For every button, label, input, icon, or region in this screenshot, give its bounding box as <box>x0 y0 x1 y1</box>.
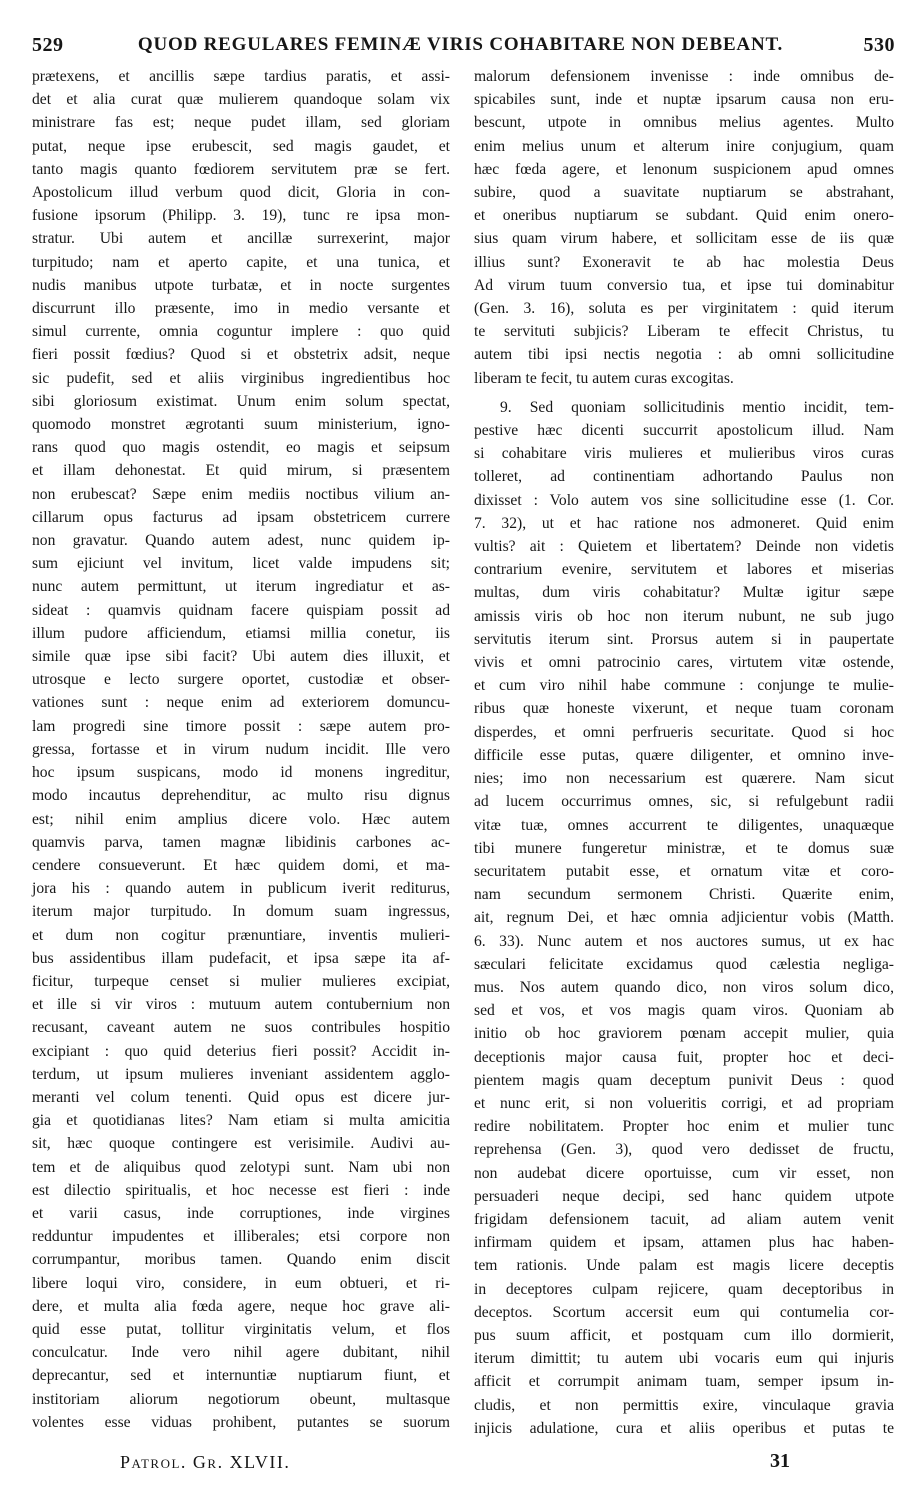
text-line: hoc ipsum suspicans, modo id monens ingreditur, <box>32 764 450 782</box>
text-line: tanto magis quanto fœdiorem servitutem præ se fert. <box>32 160 450 178</box>
left-text-column <box>32 65 450 1434</box>
text-line: pestive hæc dicenti succurrit apostolicum illud. Nam <box>474 422 894 440</box>
text-line: vationes sunt : neque enim ad exteriorem domuncu- <box>32 694 450 712</box>
text-line: ribus quæ honeste vixerunt, et neque tuam coronam <box>474 700 894 718</box>
paragraph-9 <box>474 396 894 1440</box>
text-line: vivis et omni patrocinio cares, virtutem vitæ ostende, <box>474 654 894 672</box>
text-line: 7. 32), ut et hac ratione nos admoneret. Quid enim <box>474 514 894 532</box>
text-line: infirmam quidem et ipsam, attamen plus hac haben- <box>474 1234 894 1252</box>
text-line: persuaderi neque decipi, sed hanc quidem utpote <box>474 1187 894 1205</box>
text-line: sibi gloriosum existimat. Unum enim solum spectat, <box>32 392 450 410</box>
text-line: nam secundum sermonem Christi. Quærite enim, <box>474 886 894 904</box>
text-line: utrosque e lecto surgere oportet, custodiæ et obser- <box>32 671 450 689</box>
text-line: et dum non cogitur prænuntiare, inventis mulieri- <box>32 926 450 944</box>
text-line: tolleret, ad continentiam adhortando Paulus non <box>474 468 894 486</box>
text-line: sed et vos, et vos magis quam viros. Quoniam ab <box>474 1002 894 1020</box>
text-line: deprecantur, sed et internuntiæ nuptiarum fiunt, et <box>32 1367 450 1385</box>
volume-signature: Patrol. Gr. XLVII. <box>120 1452 291 1472</box>
text-line: subire, quod a suavitate nuptiarum se abstrahant, <box>474 184 894 202</box>
text-line: cludis, et non permittis exire, vinculaque gravia <box>474 1396 894 1414</box>
text-line: cillarum opus facturus ad ipsam obstetricem currere <box>32 508 450 526</box>
sheet-number: 31 <box>770 1450 790 1472</box>
text-line: institoriam aliorum negotiorum obeunt, multasque <box>32 1390 450 1408</box>
text-line: et nunc erit, si non volueritis corrigi, et ad propriam <box>474 1094 894 1112</box>
text-line: securitatem putabit esse, et ornatum vitæ et coro- <box>474 862 894 880</box>
text-line: 9. Sed quoniam sollicitudinis mentio incidit, tem- <box>500 398 894 416</box>
text-line: meranti vel colum tenenti. Quid opus est dicere jur- <box>32 1088 450 1106</box>
text-line: illum pudore afficiendum, etiamsi millia conetur, iis <box>32 624 450 642</box>
text-line: ministrare fas est; neque pudet illam, sed gloriam <box>32 114 450 132</box>
text-line: autem tibi ipsi nectis negotia : ab omni sollicitudine <box>474 346 894 364</box>
text-line: discurrunt illo præsente, imo in medio versante et <box>32 300 450 318</box>
text-line: (Gen. 3. 16), soluta es per virginitatem : quid iterum <box>474 300 894 318</box>
text-line: est dilectio spiritualis, et hoc necesse est fieri : inde <box>32 1181 450 1199</box>
text-line: et ille si vir viros : mutuum autem contubernium non <box>32 996 450 1014</box>
running-header <box>0 0 921 60</box>
text-line: si cohabitare viris mulieres et mulieribus viros curas <box>474 445 894 463</box>
text-line: quomodo monstret ægrotanti suum ministerium, igno- <box>32 416 450 434</box>
text-line: gressa, fortasse et in virum nudum incidit. Ille vero <box>32 740 450 758</box>
text-line: initio ob hoc graviorem pœnam accepit mulier, quia <box>474 1025 894 1043</box>
page-number-left: 529 <box>32 34 64 56</box>
text-line: fusione ipsorum (Philipp. 3. 19), tunc re ipsa mon- <box>32 207 450 225</box>
text-line: et illam dehonestat. Et quid mirum, si præsentem <box>32 462 450 480</box>
text-line: simile quæ ipse sibi facit? Ubi autem dies illuxit, et <box>32 648 450 666</box>
text-line: non erubescat? Sæpe enim mediis noctibus vilium an- <box>32 485 450 503</box>
text-line: cendere consueverunt. Et hæc quidem domi, et ma- <box>32 856 450 874</box>
text-line: et oneribus nuptiarum se subdant. Quid enim onero- <box>474 207 894 225</box>
text-line: nunc autem permittunt, ut iterum ingrediatur et as- <box>32 578 450 596</box>
text-line: et cum viro nihil habe commune : conjunge te mulie- <box>474 677 894 695</box>
right-text-column <box>474 65 894 1440</box>
text-line: redire nobilitatem. Propter hoc enim et mulier tunc <box>474 1118 894 1136</box>
text-line: Apostolicum illud verbum quod dicit, Gloria in con- <box>32 184 450 202</box>
text-line: volentes esse viduas prohibent, putantes se suorum <box>32 1413 450 1431</box>
text-line: quamvis parva, tamen magnæ libidinis carbones ac- <box>32 833 450 851</box>
text-line: malorum defensionem invenisse : inde omnibus de- <box>474 68 894 85</box>
text-line: modo incautus deprehenditur, ac multo risu dignus <box>32 787 450 805</box>
text-line: tem rationis. Unde palam est magis licere deceptis <box>474 1257 894 1275</box>
text-line: frigidam defensionem tacuit, ad aliam autem venit <box>474 1210 894 1228</box>
right-column-continuation <box>474 65 894 390</box>
text-line: iterum major turpitudo. In domum suam ingressus, <box>32 903 450 921</box>
text-line: vitæ tuæ, omnes accurrent te diligentes, unaquæque <box>474 816 894 834</box>
text-line: lam progredi sine timore possit : sæpe autem pro- <box>32 717 450 735</box>
text-line: afficit et corrumpit animam tuam, semper ipsum in- <box>474 1373 894 1391</box>
text-line: hæc fœda agere, et lenonum suspicionem apud omnes <box>474 160 894 178</box>
text-line: liberam te fecit, tu autem curas excogitas. <box>474 369 734 387</box>
text-line: deceptionis major causa fuit, propter hoc et deci- <box>474 1048 894 1066</box>
text-line: tibi munere fungeretur ministræ, et te domus suæ <box>474 839 894 857</box>
text-line: illius sunt? Exoneravit te ab hac molestia Deus <box>474 253 894 271</box>
text-line: amissis viris ob hoc non iterum nubunt, ne sub jugo <box>474 607 894 625</box>
text-line: sius quam virum habere, et sollicitam esse de iis quæ <box>474 230 894 248</box>
text-line: vultis? ait : Quietem et libertatem? Deinde non videtis <box>474 538 894 556</box>
text-line: tem et de aliquibus quod zelotypi sunt. Nam ubi non <box>32 1158 450 1176</box>
text-line: iterum dimittit; tu autem ubi vocaris eum qui injuris <box>474 1350 894 1368</box>
text-line: redduntur impudentes et illiberales; etsi corpore non <box>32 1228 450 1246</box>
text-line: recusant, caveant autem ne suos contribules hospitio <box>32 1019 450 1037</box>
text-line: difficile esse putas, quære diligenter, et omnino inve- <box>474 746 894 764</box>
text-line: contrarium evenire, servitutem et labores et miserias <box>474 561 894 579</box>
text-line: injicis adulatione, cura et aliis operibus et putas te <box>474 1419 894 1437</box>
text-line: gia et quotidianas lites? Nam etiam si multa amicitia <box>32 1112 450 1130</box>
text-line: nudis manibus utpote turbatæ, et in nocte surgentes <box>32 276 450 294</box>
text-line: conculcatur. Inde vero nihil agere dubitant, nihil <box>32 1344 450 1362</box>
text-line: libere loqui viro, considere, in eum obtueri, et ri- <box>32 1274 450 1292</box>
text-line: sæculari felicitate excidamus quod cælestia negliga- <box>474 955 894 973</box>
text-line: ficitur, turpeque censet si mulier mulieres excipiat, <box>32 972 450 990</box>
text-line: te servituti subjicis? Liberam te effecit Christus, tu <box>474 323 894 341</box>
text-line: ait, regnum Dei, et hæc omnia adjicientur vobis (Matth. <box>474 909 894 927</box>
text-line: dixisset : Volo autem vos sine sollicitudine esse (1. Cor. <box>474 491 894 509</box>
text-line: rans quod quo magis ostendit, eo magis et seipsum <box>32 439 450 457</box>
text-line: det et alia curat quæ mulierem quandoque solam vix <box>32 91 450 109</box>
text-line: ad lucem occurrimus omnes, sic, si refulgebunt radii <box>474 793 894 811</box>
text-line: spicabiles sunt, inde et nuptæ ipsarum causa non eru- <box>474 91 894 109</box>
text-line: excipiant : quo quid deterius fieri possit? Accidit in- <box>32 1042 450 1060</box>
text-line: sideat : quamvis quidnam facere quispiam possit ad <box>32 601 450 619</box>
text-line: deceptos. Scortum accersit eum qui contumelia cor- <box>474 1303 894 1321</box>
text-line: bus assidentibus illam pudefacit, et ipsa sæpe ita af- <box>32 949 450 967</box>
text-line: et varii casus, inde corruptiones, inde virgines <box>32 1204 450 1222</box>
text-line: sic pudefit, sed et aliis virginibus ingredientibus hoc <box>32 369 450 387</box>
text-line: pus suum afficit, et postquam cum illo dormierit, <box>474 1326 894 1344</box>
text-line: Ad virum tuum conversio tua, et ipse tui dominabitur <box>474 276 894 294</box>
text-line: stratur. Ubi autem et ancillæ surrexerint, major <box>32 230 450 248</box>
text-line: pientem magis quam deceptum punivit Deus : quod <box>474 1071 894 1089</box>
text-line: disperdes, et omni perfrueris securitate. Quod si hoc <box>474 723 894 741</box>
text-line: reprehensa (Gen. 3), quod vero dedisset de fructu, <box>474 1141 894 1159</box>
text-line: est; nihil enim amplius dicere volo. Hæc autem <box>32 810 450 828</box>
text-line: jora his : quando autem in publicum iverit rediturus, <box>32 880 450 898</box>
text-line: sum ejiciunt vel invitum, licet valde impudens sit; <box>32 555 450 573</box>
text-line: non audebat dicere oportuisse, cum vir esset, non <box>474 1164 894 1182</box>
text-line: nies; imo non necessarium est quærere. Nam sicut <box>474 770 894 788</box>
text-line: in deceptores culpam rejicere, quam deceptoribus in <box>474 1280 894 1298</box>
text-line: prætexens, et ancillis sæpe tardius paratis, et assi- <box>32 68 450 85</box>
text-line: quid esse putat, tollitur virginitatis velum, et flos <box>32 1320 450 1338</box>
text-line: bescunt, utpote in omnibus melius agentes. Multo <box>474 114 894 132</box>
text-line: non gravatur. Quando autem adest, nunc quidem ip- <box>32 532 450 550</box>
text-line: fieri possit fœdius? Quod si et obstetrix adsit, neque <box>32 346 450 364</box>
text-line: dere, et multa alia fœda agere, neque hoc grave ali- <box>32 1297 450 1315</box>
text-line: servitutis iterum sint. Prorsus autem si in paupertate <box>474 630 894 648</box>
text-line: simul currente, omnia coguntur implere : quo quid <box>32 323 450 341</box>
text-line: turpitudo; nam et aperto capite, et una tunica, et <box>32 253 450 271</box>
page-number-right: 530 <box>863 34 895 56</box>
text-line: putat, neque ipse erubescit, sed magis gaudet, et <box>32 137 450 155</box>
text-line: mus. Nos autem quando dico, non viros solum dico, <box>474 978 894 996</box>
text-line: multas, dum viris cohabitatur? Multæ igitur sæpe <box>474 584 894 602</box>
text-line: 6. 33). Nunc autem et nos auctores sumus, ut ex hac <box>474 932 894 950</box>
text-line: terdum, ut ipsum mulieres inveniant assidentem agglo- <box>32 1065 450 1083</box>
text-line: sit, hæc quoque contingere est verisimile. Audivi au- <box>32 1135 450 1153</box>
running-title: QUOD REGULARES FEMINÆ VIRIS COHABITARE NON DEBEANT. <box>137 34 784 55</box>
text-line: enim melius unum et alterum inire conjugium, quam <box>474 137 894 155</box>
text-line: corrumpantur, moribus tamen. Quando enim discit <box>32 1251 450 1269</box>
